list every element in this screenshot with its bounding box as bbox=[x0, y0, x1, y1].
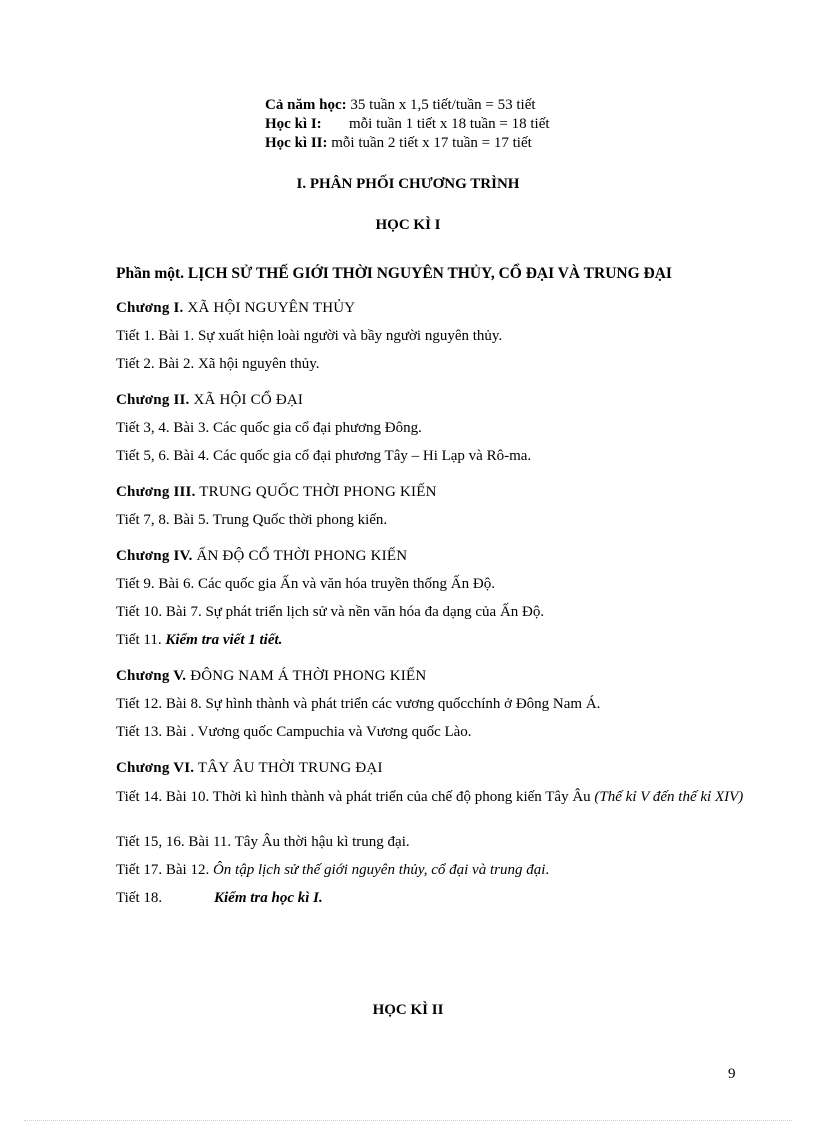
lesson-item: Tiết 9. Bài 6. Các quốc gia Ấn và văn hóa truyền thống Ấn Độ. bbox=[116, 576, 495, 592]
lesson-end: . bbox=[545, 862, 550, 878]
summary-sem1-row bbox=[265, 115, 550, 134]
sem1-label: Học kì I: bbox=[265, 116, 322, 132]
lesson-prefix: Tiết 17. Bài 12. bbox=[116, 862, 213, 878]
chapter-title: TÂY ÂU THỜI TRUNG ĐẠI bbox=[194, 760, 383, 776]
lesson-review-title: Ôn tập lịch sử thế giới nguyên thủy, cổ đại và trung đại bbox=[212, 862, 546, 878]
chapter-label: Chương V. bbox=[116, 668, 187, 684]
chapter-title: XÃ HỘI NGUYÊN THỦY bbox=[183, 300, 356, 316]
footer-divider bbox=[24, 1120, 792, 1121]
lesson-prefix: Tiết 11. bbox=[116, 632, 166, 648]
sem2-label: Học kì II: bbox=[265, 135, 328, 151]
chapter-heading bbox=[116, 392, 303, 409]
part-title: Phần một. LỊCH SỬ THẾ GIỚI THỜI NGUYÊN THỦY, CỔ ĐẠI VÀ TRUNG ĐẠI bbox=[116, 265, 672, 282]
test-label: Kiểm tra học kì I. bbox=[214, 890, 323, 906]
chapter-heading bbox=[116, 548, 407, 565]
lesson-period: (Thế kỉ V đến thế kỉ XIV) bbox=[594, 789, 744, 805]
chapter-label: Chương II. bbox=[116, 392, 190, 408]
section-title: I. PHÂN PHỐI CHƯƠNG TRÌNH bbox=[296, 176, 520, 192]
lesson-text: Tiết 14. Bài 10. Thời kì hình thành và phát triển của chế độ phong kiến Tây Âu bbox=[116, 789, 595, 805]
semester2-title: HỌC KÌ II bbox=[372, 1002, 444, 1018]
lesson-item: Tiết 5, 6. Bài 4. Các quốc gia cổ đại phương Tây – Hi Lạp và Rô-ma. bbox=[116, 448, 532, 464]
semester1-title: HỌC KÌ I bbox=[375, 217, 441, 233]
lesson-item: Tiết 7, 8. Bài 5. Trung Quốc thời phong kiến. bbox=[116, 512, 388, 528]
lesson-item: Tiết 1. Bài 1. Sự xuất hiện loài người và bầy người nguyên thủy. bbox=[116, 328, 503, 344]
chapter-heading bbox=[116, 300, 355, 317]
chapter-title: XÃ HỘI CỔ ĐẠI bbox=[189, 392, 304, 408]
lesson-item: Tiết 12. Bài 8. Sự hình thành và phát triển các vương quốcchính ở Đông Nam Á. bbox=[116, 696, 601, 712]
summary-year-row bbox=[265, 96, 550, 115]
sem2-value: mỗi tuần 2 tiết x 17 tuần = 17 tiết bbox=[327, 135, 532, 151]
summary-sem2-row bbox=[265, 134, 550, 153]
lesson-item: Tiết 3, 4. Bài 3. Các quốc gia cổ đại phương Đông. bbox=[116, 420, 422, 436]
year-value: 35 tuần x 1,5 tiết/tuần = 53 tiết bbox=[346, 97, 536, 113]
lesson-item-test bbox=[116, 890, 323, 907]
lesson-item bbox=[116, 788, 756, 806]
sem1-value: mỗi tuần 1 tiết x 18 tuần = 18 tiết bbox=[349, 116, 550, 132]
chapter-heading bbox=[116, 760, 383, 777]
chapter-heading bbox=[116, 668, 426, 685]
lesson-prefix: Tiết 18. bbox=[116, 890, 163, 906]
chapter-heading bbox=[116, 484, 437, 501]
chapter-label: Chương IV. bbox=[116, 548, 193, 564]
lesson-item: Tiết 13. Bài . Vương quốc Campuchia và Vương quốc Lào. bbox=[116, 724, 472, 740]
lesson-item: Tiết 2. Bài 2. Xã hội nguyên thủy. bbox=[116, 356, 320, 372]
page-number: 9 bbox=[728, 1066, 736, 1082]
chapter-title: TRUNG QUỐC THỜI PHONG KIẾN bbox=[195, 484, 437, 500]
year-label: Cả năm học: bbox=[265, 97, 347, 113]
chapter-title: ĐÔNG NAM Á THỜI PHONG KIẾN bbox=[186, 668, 427, 684]
chapter-label: Chương III. bbox=[116, 484, 196, 500]
lesson-item: Tiết 10. Bài 7. Sự phát triển lịch sử và nền văn hóa đa dạng của Ấn Độ. bbox=[116, 604, 545, 620]
chapter-label: Chương VI. bbox=[116, 760, 195, 776]
chapter-title: ẤN ĐỘ CỔ THỜI PHONG KIẾN bbox=[192, 548, 408, 564]
lesson-item bbox=[116, 862, 549, 879]
time-summary bbox=[265, 96, 550, 153]
lesson-item: Tiết 15, 16. Bài 11. Tây Âu thời hậu kì trung đại. bbox=[116, 834, 410, 850]
lesson-item-test bbox=[116, 632, 282, 649]
chapter-label: Chương I. bbox=[116, 300, 184, 316]
test-label: Kiểm tra viết 1 tiết. bbox=[165, 632, 283, 648]
